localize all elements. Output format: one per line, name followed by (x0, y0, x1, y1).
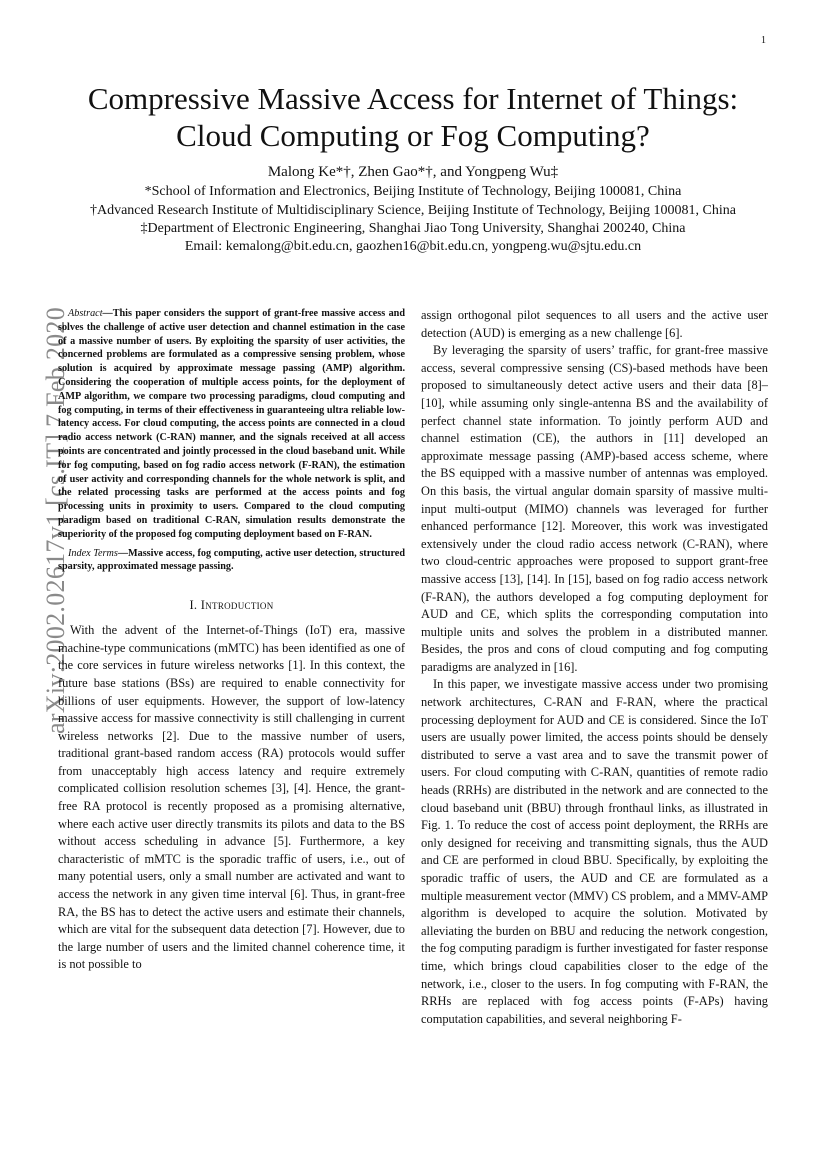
introduction-right-text (421, 307, 768, 1028)
author-list: Malong Ke*†, Zhen Gao*†, and Yongpeng Wu‡ (267, 164, 559, 180)
affiliation-1: *School of Information and Electronics, Beijing Institute of Technology, Beijing 100081, China (144, 184, 682, 199)
arxiv-stamp: arXiv:2002.02617v1 [cs.IT] 7 Feb 2020 (41, 306, 70, 734)
index-terms (58, 547, 405, 575)
index-terms-label: Index Terms (68, 547, 118, 559)
intro-paragraph-3: In this paper, we investigate massive access under two promising network architectures, C-RAN and F-RAN, where the practical processing deployment for AUD and CE is considered. Since the IoT users are usually power limited, the access points should be densely distributed to serve a vast area and to save the transmit power of users. For cloud computing with C-RAN, quantities of remote radio heads (RRHs) are distributed in the network and are connected to the cloud baseband unit (BBU) through fronthaul links, as illustrated in Fig. 1. To reduce the cost of access point deployment, the RRHs are only designed for receiving and transmitting signals, thus the AUD and CE are performed in cloud BBU. Specifically, by exploiting the sporadic traffic of users, the AUD and CE are formulated as a multiple measurement vector (MMV) CS problem, and a MMV-AMP algorithm is developed to acquire the solution. Motivated by alleviating the burden on BBU and reducing the network congestion, the fog computing paradigm is further investigated for faster response time, which brings cloud capabilities closer to the edge of the network, i.e., closer to the users. In fog computing with F-RAN, the RRHs are replaced with fog access points (F-APs) having computation capabilities, and several neighboring F- (421, 677, 768, 1026)
abstract-label: Abstract (68, 308, 103, 319)
abstract (58, 307, 405, 542)
abstract-text: —This paper considers the support of grant-free massive access and solves the challenge of active user detection and channel estimation in the case of a massive number of users. By exploiting the sparsity of user activities, the concerned problems are formulated as a compressive sensing problem, whose solution is acquired by approximate message passing (AMP) algorithm. Considering the cooperation of multiple access points, for the deployment of AMP algorithm, we compare two processing paradigms, cloud computing and fog computing, in terms of their effectiveness in guaranteeing ultra reliable low-latency access. For cloud computing, the access points are connected in a cloud radio access network (C-RAN) manner, and the signals received at all access points are concentrated and jointly processed in the cloud baseband unit. While for fog computing, based on fog radio access network (F-RAN), the estimation of user activity and corresponding channels for the whole network is split, and the related processing tasks are performed at the access points and fog processing units in proximity to users. Compared to the cloud computing paradigm based on traditional C-RAN, simulation results demonstrate the superiority of the proposed fog computing deployment based on F-RAN. (58, 308, 405, 540)
page-number: 1 (761, 35, 766, 46)
intro-paragraph-2: By leveraging the sparsity of users’ traffic, for grant-free massive access, several compressive sensing (CS)-based methods have been proposed to simultaneously detect active users and their data [8]–[10], while assuming only single-antenna BS and the availability of perfect channel state information. To jointly perform AUD and channel estimation (CE), the authors in [11] developed an approximate message passing (AMP)-based access scheme, where the BS equipped with a massive number of antennas was employed. On this basis, the virtual angular domain sparsity of massive multi-input multi-output (MIMO) channels was leveraged for further enhanced performance [12]. Moreover, this work was investigated extensively under the cloud radio access network (C-RAN), where two cloud-centric approaches were proposed to support grant-free massive access [13], [14]. In [15], based on fog radio access network (F-RAN), the authors developed a fog computing deployment for AUD and CE, which splits the corresponding computation into multiple units and solves the problem in a distributed manner. Besides, the pros and cons of cloud computing and fog computing paradigms are analyzed in [16]. (421, 343, 768, 674)
affiliation-2: †Advanced Research Institute of Multidisciplinary Science, Beijing Institute of Technology, Beijing 100081, China (89, 203, 736, 218)
title-line-1: Compressive Massive Access for Internet of Things: (87, 81, 739, 116)
title-line-2: Cloud Computing or Fog Computing? (176, 118, 650, 153)
index-terms-text: —Massive access, fog computing, active user detection, structured sparsity, approximated message passing. (58, 547, 405, 573)
section-heading-introduction: I. Introduction (189, 598, 274, 613)
right-column (421, 307, 768, 1028)
intro-paragraph-1-continued: assign orthogonal pilot sequences to all users and the active user detection (AUD) is emerging as a new challenge [6]. (421, 308, 768, 340)
author-emails: Email: kemalong@bit.edu.cn, gaozhen16@bit.edu.cn, yongpeng.wu@sjtu.edu.cn (184, 239, 642, 254)
paper-title (40, 80, 786, 154)
affiliation-3: ‡Department of Electronic Engineering, Shanghai Jiao Tong University, Shanghai 200240, China (140, 221, 686, 236)
left-column (58, 307, 405, 974)
intro-paragraph-1: With the advent of the Internet-of-Things (IoT) era, massive machine-type communications (mMTC) has been identified as one of the core services in future wireless networks [1]. In this context, the future base stations (BSs) are required to enable connectivity for billions of user equipments. However, the support of low-latency massive access for massive connectivity is still challenging in current wireless networks [2]. Due to the massive number of users, traditional grant-based random access (RA) protocols would suffer from unacceptably high access latency and require extremely complicated collision resolution schemes [3], [4]. Hence, the grant-free RA protocol is recently proposed as a promising alternative, where each active user directly transmits its pilots and data to the BS without access scheduling in advance [5]. Furthermore, a key characteristic of mMTC is the sporadic traffic of users, i.e., out of many potential users, only a small number are activated and want to access the network in any given time interval [6]. Thus, in grant-free RA, the BS has to detect the active users and estimate their channels, which are vital for the subsequent data detection [7]. However, due to the large number of users and the limited channel coherence time, it is not possible to (58, 623, 405, 972)
introduction-left-text (58, 622, 405, 974)
